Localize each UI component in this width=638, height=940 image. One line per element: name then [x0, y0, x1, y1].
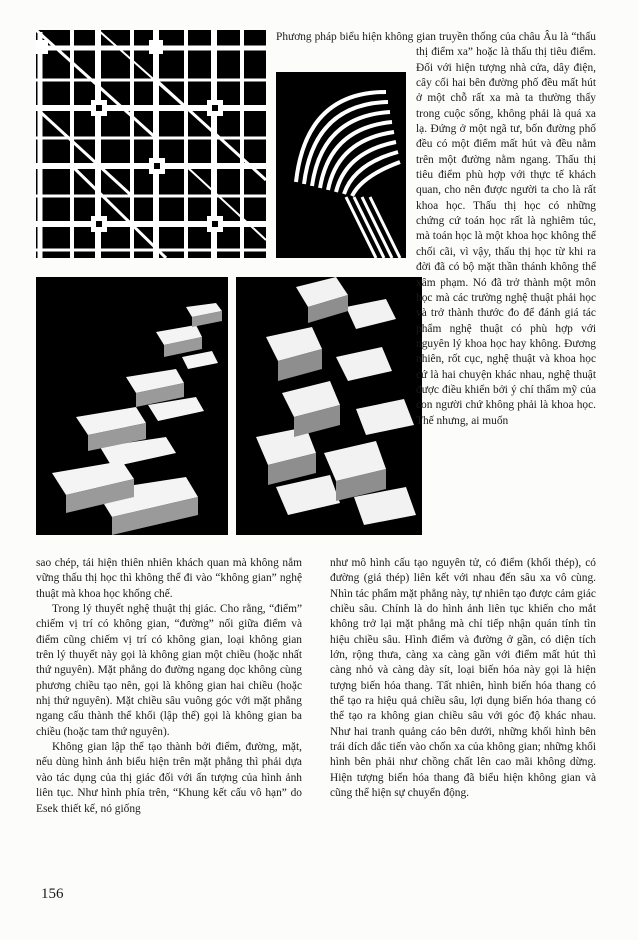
- left-paragraph-2: Trong lý thuyết nghệ thuật thị giác. Cho rằng, “điểm” chiếm vị trí có không gian, “đường” nối giữa điểm và điểm cũng chiếm vị trí có không gian, loại không gian trên lý thuyết này gọi là không gian một chiều (hoặc nhất thứ nguyên). Mặt phẳng do đường ngang dọc không cùng phương chiều tạo nên, gọi là không gian hai chiều (hoặc nhị thứ nguyên). Mặt chiều sâu vuông góc với mặt phẳng ngang cấu thành thể khối (lập thể) gọi là không gian ba chiều (hoặc tam thứ nguyên).: [36, 603, 302, 738]
- right-column: [330, 556, 596, 802]
- left-paragraph-3: Không gian lập thể tạo thành bởi điểm, đường, mặt, nếu dùng hình ảnh biểu hiện trên mặt phẳng thì phải dựa vào tác dụng của thị giác đối với ấn tượng của hình ảnh liên tục. Như hình phía trên, “Khung kết cấu vô hạn” do Esek thiết kế, nó giống: [36, 741, 302, 815]
- intro-paragraph: [276, 30, 596, 536]
- right-paragraph-1: như mô hình cấu tạo nguyên tử, có điểm (khối thép), có đường (giá thép) liên kết với nhau đến sâu xa vô cùng. Nhìn tác phẩm mặt phẳng này, tự nhiên tạo được cảm giác chiều sâu. Chính là do hình ảnh liên tục khiến cho mắt không trở lại mặt phẳng mà chỉ tiếp nhận quán tính tìn hiệu chiều sâu. Hình điểm và đường ở gần, có diện tích lớn, rộng thưa, càng xa càng gần với điểm mất hút thì càng nhỏ và càng dày sít, loại biến hóa này gọi là hiện tượng biến hóa thang. Tất nhiên, hình biến hóa thang có thể tạo ra hiệu quả chiều sâu, lợi dụng biến hóa thang có thể tạo ra không gian chiều sâu với góc độ khác nhau. Như hai tranh quảng cáo bên dưới, những khối hình bên trái dích dắc tiến vào chốn xa của không gian; những khối hình bên phải như chồng chất lên cao mãi không dừng. Hiện tượng biến hóa thang đã biểu hiện không gian và cũng thể hiện sự chuyển động.: [330, 557, 596, 800]
- left-paragraph-1: sao chép, tái hiện thiên nhiên khách quan mà không nắm vững thấu thị học thì không thể đi vào “không gian” nghệ thuật mà khoa học khống chế.: [36, 557, 302, 600]
- figure-zigzag-blocks: [36, 277, 228, 535]
- page-number: 156: [41, 886, 64, 902]
- figure-lattice-frame: [36, 30, 266, 258]
- lattice-frame-graphic: [36, 30, 266, 258]
- zigzag-blocks-graphic: [36, 277, 228, 535]
- intro-paragraph-text: Phương pháp biểu hiện không gian truyền thống của châu Âu là “thấu thị điểm xa” hoặc là thấu thị tiêu điểm. Đối với hiện tượng nhà cửa, dây điện, cây cối hai bên đường phố đều mất hút ở một chỗ rất xa mà ta thường thấy trong cuộc sống, không phải là quá xa lạ. Đứng ở một ngã tư, bốn đường phố đều có một điểm mất hút và đều nằm trên một đường nằm ngang. Thấu thị tiêu điểm phù hợp với thực tế khách quan, cho nên được người ta cho là rất khoa học. Thấu thị học có những chứng cứ toán học rất là nghiêm túc, mà toán học là một khoa học không thể chối cãi, vì vậy, thấu thị học từ khi ra đời đã có bộ mặt thần thánh không thể xâm phạm. Nó đã trở thành một môn học mà các trường nghệ thuật phải học và trở thành thước đo để đánh giá tác phẩm nghệ thuật có phù hợp với nguyên lý khoa học hay không. Đương nhiên, rốt cục, nghệ thuật và khoa học cứ là hai chuyện khác nhau, nghệ thuật được điều khiển bởi ý chí thẩm mỹ của con người chứ không phải là khoa học. Thế nhưng, ai muốn: [276, 31, 596, 427]
- left-column: [36, 556, 302, 817]
